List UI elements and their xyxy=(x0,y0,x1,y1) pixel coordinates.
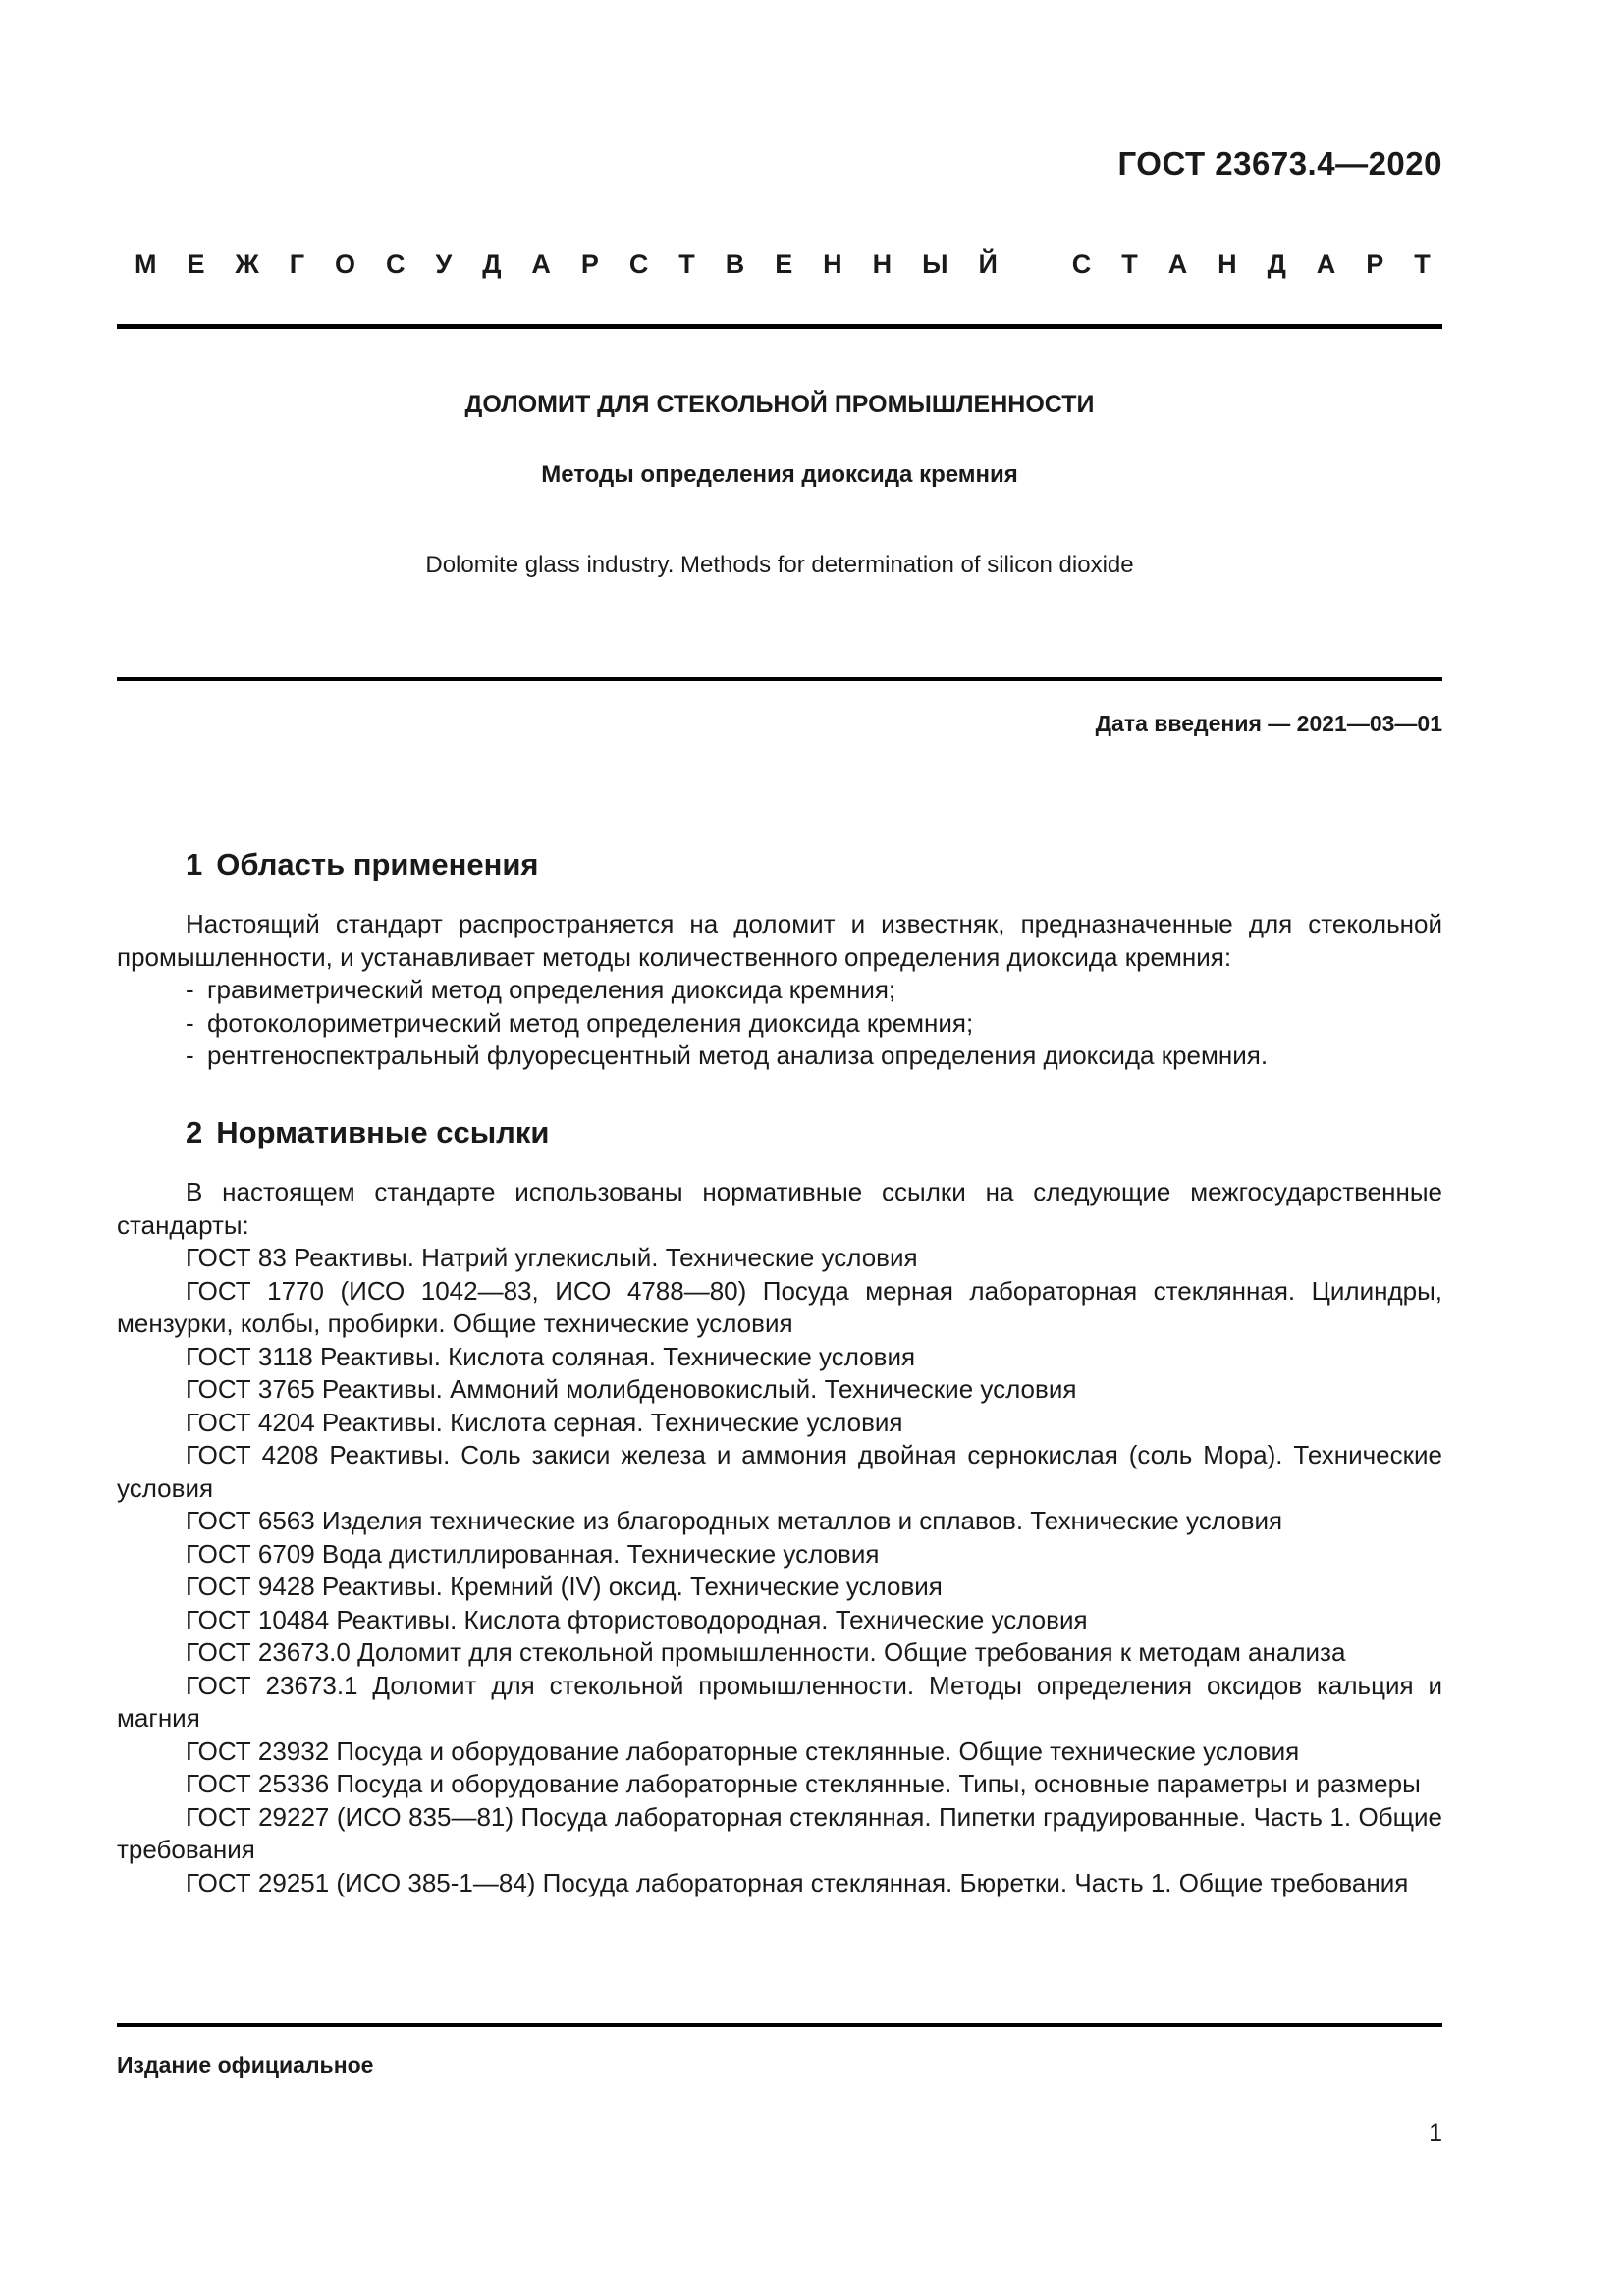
title-rule xyxy=(117,677,1442,681)
reference-item: ГОСТ 83 Реактивы. Натрий углекислый. Технические условия xyxy=(186,1243,918,1272)
reference-item: ГОСТ 1770 (ИСО 1042—83, ИСО 4788—80) Посуда мерная лабораторная стеклянная. Цилиндры, мензурки, колбы, пробирки. Общие технические условия xyxy=(117,1275,1442,1338)
reference-item: ГОСТ 29227 (ИСО 835—81) Посуда лабораторная стеклянная. Пипетки градуированные. Часть 1. Общие требования xyxy=(117,1801,1442,1864)
reference-item: ГОСТ 6709 Вода дистиллированная. Технические условия xyxy=(186,1538,880,1569)
standard-number: ГОСТ 23673.4—2020 xyxy=(1117,145,1442,182)
reference-item: ГОСТ 3765 Реактивы. Аммоний молибденовокислый. Технические условия xyxy=(186,1374,1077,1404)
interstate-standard-heading xyxy=(135,249,1431,280)
section-1-paragraph: Настоящий стандарт распространяется на доломит и известняк, предназначенные для стекольной промышленности, и устанавливает методы количественного определения диоксида кремния: xyxy=(117,909,1442,972)
heading-letter: Н xyxy=(872,249,893,279)
reference-item: ГОСТ 6563 Изделия технические из благородных металлов и сплавов. Технические условия xyxy=(186,1506,1283,1535)
reference-item: ГОСТ 4208 Реактивы. Соль закиси железа и аммония двойная сернокислая (соль Мора). Технические условия xyxy=(117,1440,1442,1503)
heading-letter: В xyxy=(725,249,745,279)
heading-letter: У xyxy=(435,249,453,279)
heading-letter: М xyxy=(135,249,157,279)
heading-letter: А xyxy=(1316,249,1336,279)
english-title: Dolomite glass industry. Methods for determination of silicon dioxide xyxy=(425,552,1134,578)
official-edition-label: Издание официальное xyxy=(117,2053,374,2078)
heading-letter: Ы xyxy=(922,249,948,279)
section-1-title: Область применения xyxy=(216,847,539,881)
list-item: - фотоколориметрический метод определения диоксида кремния; xyxy=(186,1007,974,1038)
heading-letter: Т xyxy=(678,249,695,279)
heading-letter: Н xyxy=(823,249,842,279)
document-title: ДОЛОМИТ ДЛЯ СТЕКОЛЬНОЙ ПРОМЫШЛЕННОСТИ xyxy=(464,391,1095,418)
reference-item: ГОСТ 25336 Посуда и оборудование лабораторные стеклянные. Типы, основные параметры и размеры xyxy=(186,1769,1421,1798)
section-2-title: Нормативные ссылки xyxy=(216,1115,550,1149)
normative-references-list xyxy=(117,1242,1442,1899)
heading-letter: Д xyxy=(482,249,502,279)
reference-item: ГОСТ 10484 Реактивы. Кислота фтористоводородная. Технические условия xyxy=(186,1604,1088,1634)
heading-letter: Н xyxy=(1218,249,1237,279)
heading-letter: О xyxy=(335,249,356,279)
list-item: - гравиметрический метод определения диоксида кремния; xyxy=(186,975,896,1004)
heading-letter: Т xyxy=(1414,249,1431,279)
heading-letter: Е xyxy=(775,249,793,279)
section-1-heading xyxy=(186,847,539,882)
heading-letter: А xyxy=(531,249,551,279)
heading-letter: С xyxy=(628,249,649,279)
heading-space xyxy=(1028,249,1042,280)
reference-item: ГОСТ 23673.1 Доломит для стекольной промышленности. Методы определения оксидов кальция и магния xyxy=(117,1670,1442,1733)
section-2-body xyxy=(117,1176,1442,1899)
heading-letter: Г xyxy=(289,249,305,279)
section-2-paragraph: В настоящем стандарте использованы нормативные ссылки на следующие межгосударственные стандарты: xyxy=(117,1177,1442,1240)
document-subtitle: Методы определения диоксида кремния xyxy=(541,461,1018,488)
section-1-body xyxy=(117,908,1442,1073)
heading-letter: Д xyxy=(1267,249,1286,279)
heading-letter: Р xyxy=(580,249,599,279)
page-number: 1 xyxy=(1429,2119,1442,2147)
section-1-number: 1 xyxy=(186,847,203,881)
heading-letter: Т xyxy=(1121,249,1138,279)
section-2-number: 2 xyxy=(186,1115,203,1149)
heading-letter: Р xyxy=(1366,249,1384,279)
heading-letter: С xyxy=(1071,249,1092,279)
introduction-date: Дата введения — 2021—03—01 xyxy=(1095,711,1442,736)
list-item: - рентгеноспектральный флуоресцентный метод анализа определения диоксида кремния. xyxy=(186,1041,1269,1070)
heading-letter: А xyxy=(1167,249,1188,279)
reference-item: ГОСТ 3118 Реактивы. Кислота соляная. Технические условия xyxy=(186,1341,916,1371)
reference-item: ГОСТ 23673.0 Доломит для стекольной промышленности. Общие требования к методам анализа xyxy=(186,1637,1346,1667)
section-2-heading xyxy=(186,1115,549,1150)
reference-item: ГОСТ 23932 Посуда и оборудование лабораторные стеклянные. Общие технические условия xyxy=(186,1735,1300,1766)
reference-item: ГОСТ 29251 (ИСО 385-1—84) Посуда лабораторная стеклянная. Бюретки. Часть 1. Общие требования xyxy=(186,1867,1409,1897)
heading-letter: Ж xyxy=(235,249,259,279)
heading-letter: Й xyxy=(978,249,998,279)
reference-item: ГОСТ 9428 Реактивы. Кремний (IV) оксид. Технические условия xyxy=(186,1572,943,1601)
heading-letter: С xyxy=(386,249,406,279)
reference-item: ГОСТ 4204 Реактивы. Кислота серная. Технические условия xyxy=(186,1407,903,1437)
footer-rule xyxy=(117,2023,1442,2027)
header-rule xyxy=(117,324,1442,329)
heading-letter: Е xyxy=(187,249,205,279)
